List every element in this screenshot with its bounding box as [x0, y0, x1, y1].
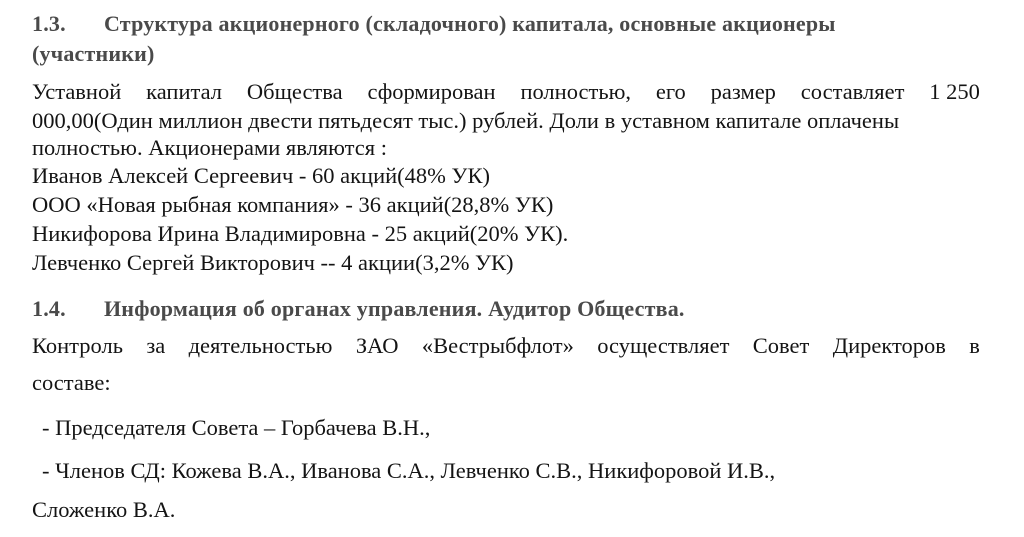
- section-1-3-heading: [32, 10, 836, 38]
- word: Контроль: [32, 333, 123, 358]
- word: Уставной: [32, 79, 122, 104]
- section-1-4-title: Информация об органах управления. Аудитор Общества.: [104, 296, 685, 321]
- word: в: [969, 333, 980, 358]
- word: капитал: [146, 79, 223, 104]
- control-paragraph-line-2: составе:: [32, 370, 111, 395]
- section-1-3-title-continued: (участники): [32, 41, 155, 66]
- shareholder-item: Левченко Сергей Викторович -- 4 акции(3,2% УК): [32, 250, 514, 275]
- capital-paragraph-line-2: 000,00(Один миллион двести пятьдесят тыс.) рублей. Доли в уставном капитале оплачены: [32, 108, 900, 133]
- word: размер: [710, 79, 776, 104]
- word: ЗАО: [355, 333, 399, 358]
- word: осуществляет: [597, 333, 730, 358]
- capital-paragraph-line-1: [32, 78, 980, 106]
- word: Директоров: [832, 333, 946, 358]
- word: Совет: [752, 333, 810, 358]
- word: его: [655, 79, 686, 104]
- section-1-3-number: 1.3.: [32, 11, 66, 36]
- shareholder-item: ООО «Новая рыбная компания» - 36 акций(28,8% УК): [32, 192, 554, 217]
- word: Общества: [246, 79, 343, 104]
- section-1-3-title: Структура акционерного (складочного) капитала, основные акционеры: [104, 11, 836, 36]
- board-members: - Членов СД: Кожева В.А., Иванова С.А., Левченко С.В., Никифоровой И.В.,: [42, 458, 776, 483]
- word: «Вестрыбфлот»: [421, 333, 574, 358]
- word: полностью,: [520, 79, 632, 104]
- word: сформирован: [367, 79, 496, 104]
- word: за: [146, 333, 166, 358]
- word: 1 250: [929, 79, 980, 104]
- word: деятельностью: [188, 333, 333, 358]
- board-members-continued: Сложенко В.А.: [32, 497, 176, 522]
- capital-paragraph-line-3: полностью. Акционерами являются :: [32, 135, 387, 160]
- word: составляет: [800, 79, 905, 104]
- shareholder-item: Никифорова Ирина Владимировна - 25 акций(20% УК).: [32, 221, 569, 246]
- board-chairman: - Председателя Совета – Горбачева В.Н.,: [42, 415, 431, 440]
- shareholder-item: Иванов Алексей Сергеевич - 60 акций(48% УК): [32, 163, 490, 188]
- section-1-4-number: 1.4.: [32, 296, 66, 321]
- control-paragraph-line-1: [32, 332, 980, 360]
- section-1-4-heading: [32, 295, 685, 323]
